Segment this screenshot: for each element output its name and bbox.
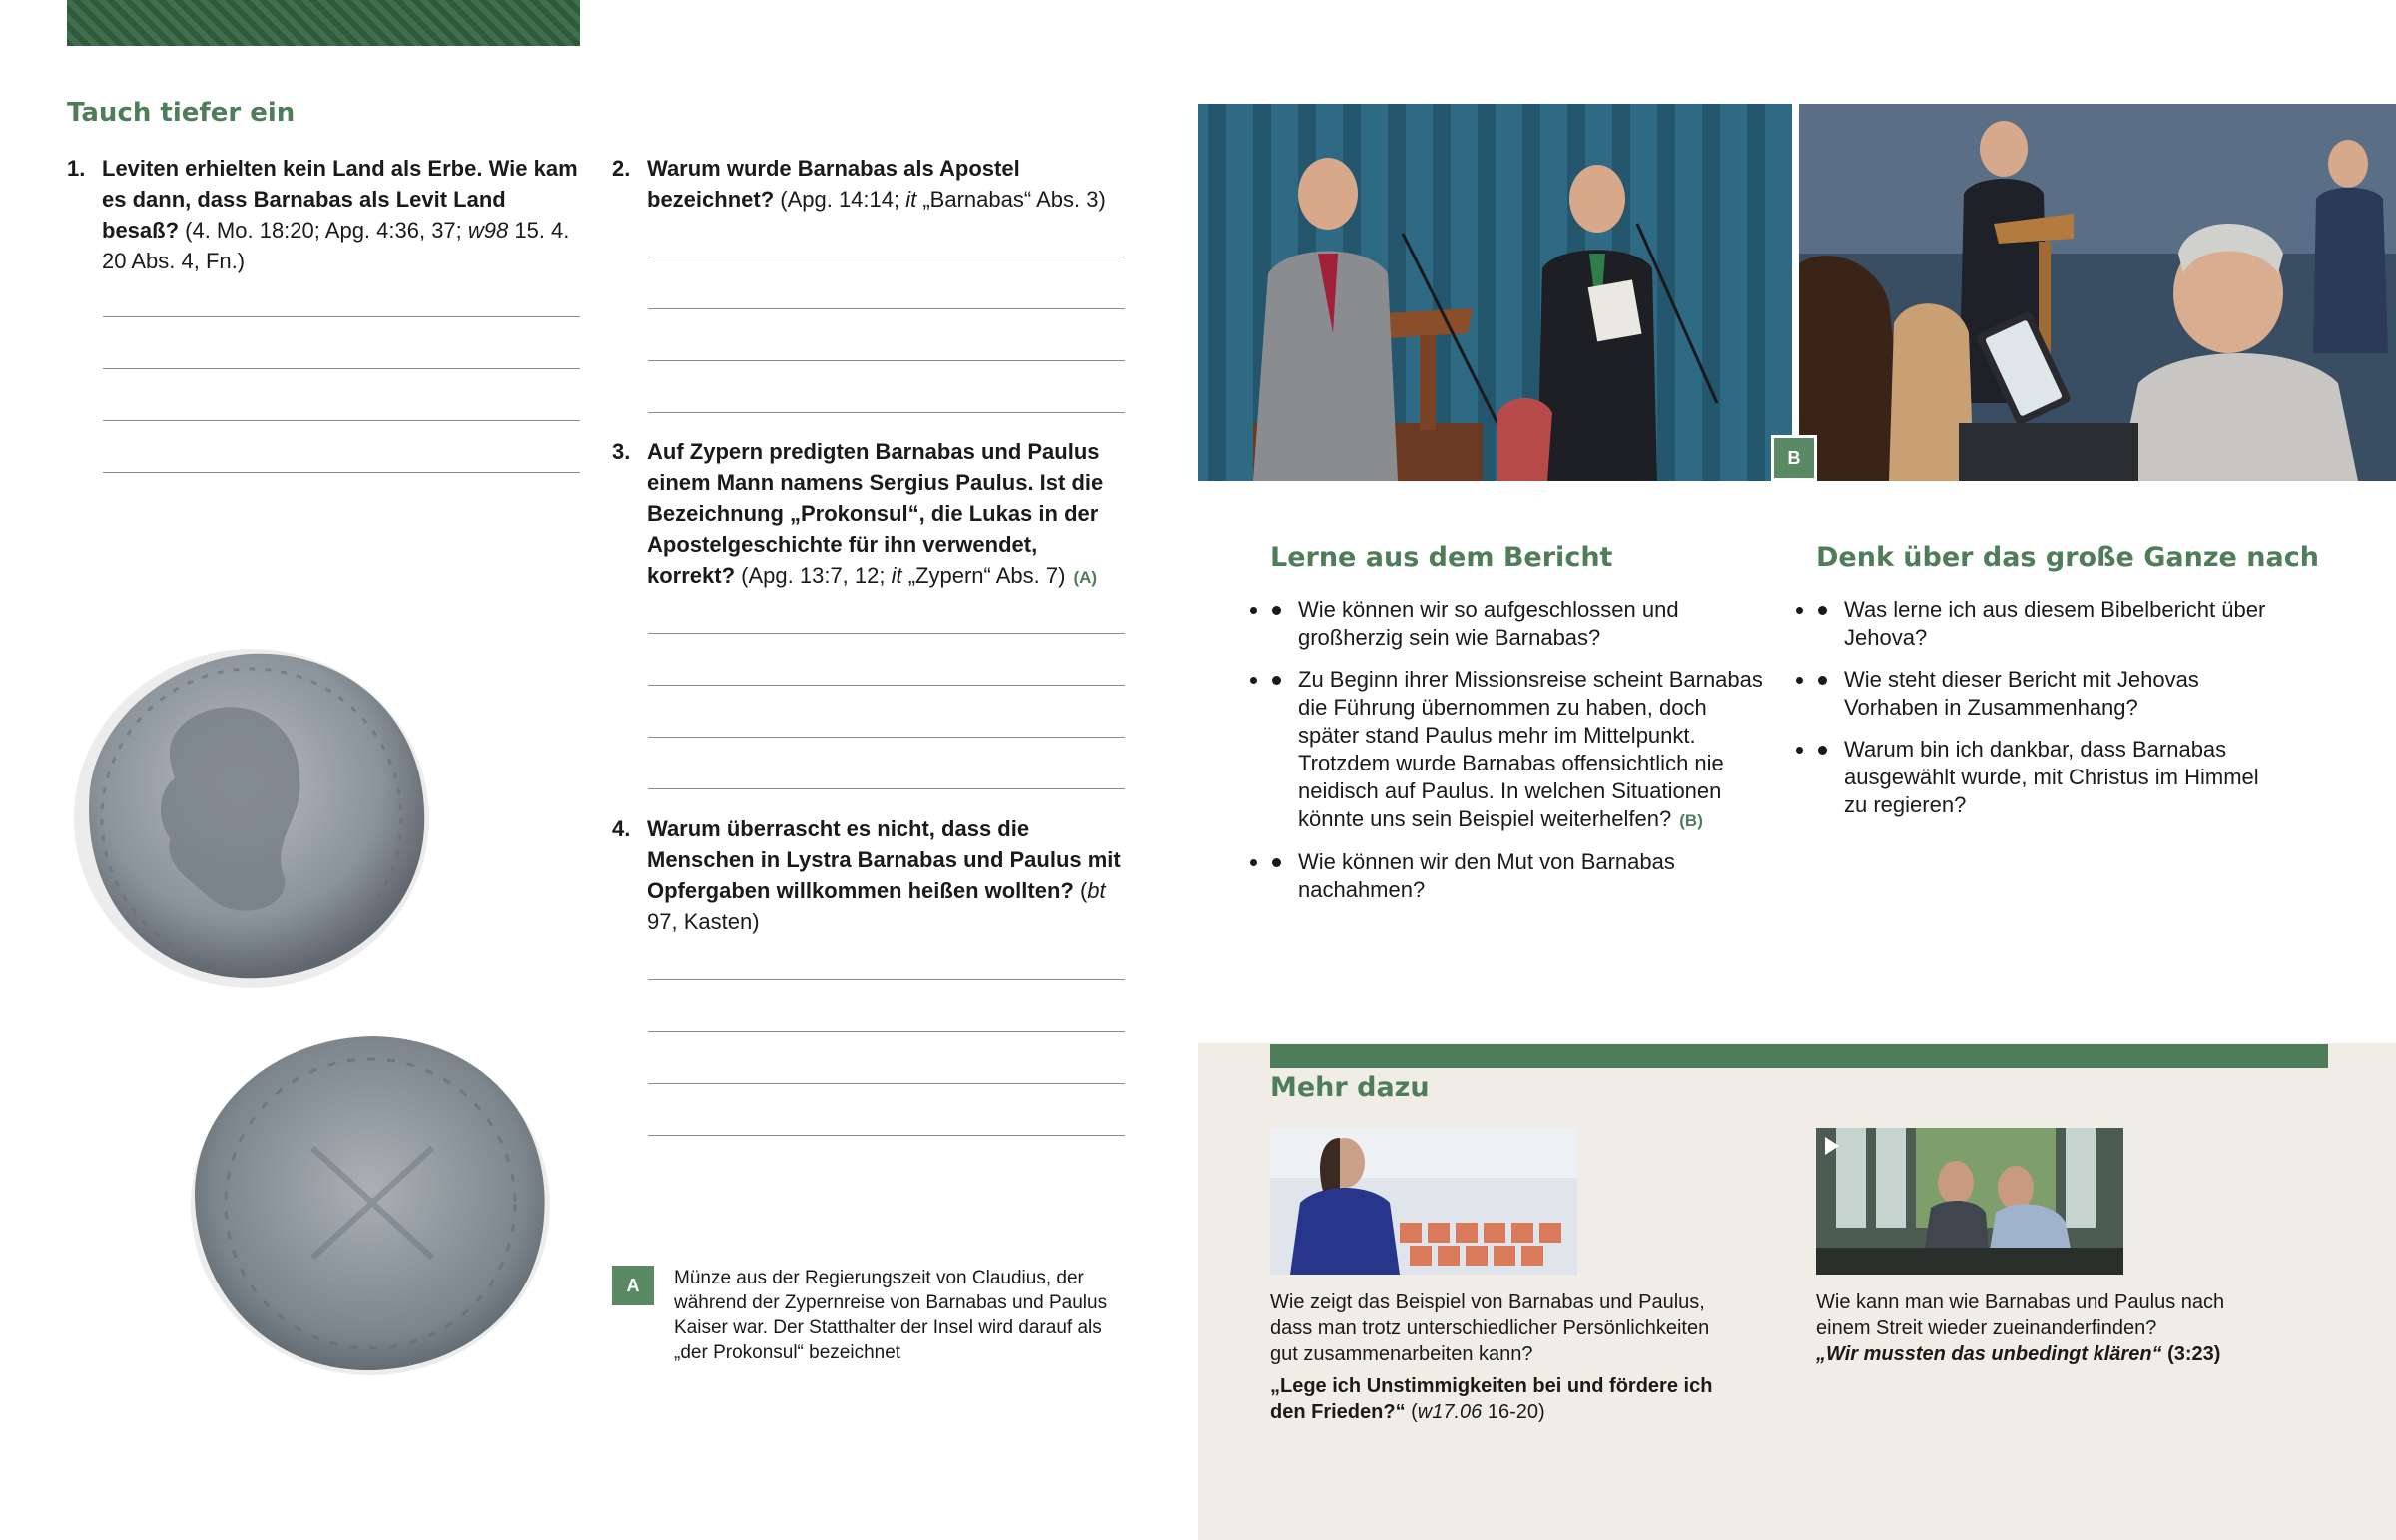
video-thumbnail[interactable]: [1816, 1128, 2123, 1275]
think-section: [1816, 542, 2335, 591]
answer-lines-1[interactable]: [103, 265, 580, 473]
photo-two-speakers-stage: [1198, 104, 1792, 481]
answer-lines-4[interactable]: [648, 928, 1125, 1136]
image-reference-tag: (B): [1679, 811, 1703, 830]
caption-tag: A: [612, 1266, 654, 1305]
play-icon[interactable]: [1825, 1137, 1839, 1155]
more-item-2-question: Wie kann man wie Barnabas und Paulus nach einem Streit wieder zueinanderfinden?: [1816, 1291, 2225, 1339]
image-reference-tag: (A): [1073, 568, 1098, 587]
photo-audience-meeting: [1799, 104, 2396, 481]
coin-reverse-image: [183, 1028, 557, 1379]
question-number: 3.: [612, 439, 631, 464]
question-text: Warum überrascht es nicht, dass die Menschen in Lystra Barnabas und Paulus mit Opfergaben willkommen heißen wollten?: [647, 816, 1121, 903]
think-item-1: • Was lerne ich aus diesem Bibelbericht über Jehova?: [1816, 596, 2275, 652]
learn-item-2: • Zu Beginn ihrer Missionsreise scheint Barnabas die Führung übernommen zu haben, doch später stand Paulus mehr im Mittelpunkt. Trotzdem wurde Barnabas offensichtlich nie neidisch auf Paulus. In welchen Situationen könnte uns sein Beispiel weiterhelfen? (B): [1270, 666, 1769, 835]
decorative-header-band: [67, 0, 580, 46]
photo-tag-b: B: [1771, 435, 1817, 481]
more-info-bar: [1270, 1044, 2328, 1068]
caption-text: Münze aus der Regierungszeit von Claudius, der während der Zypernreise von Barnabas und Paulus Kaiser war. Der Statthalter der Insel wird darauf als „der Prokonsul“ bezeichnet: [674, 1268, 1108, 1363]
think-item-2: • Wie steht dieser Bericht mit Jehovas Vorhaben in Zusammenhang?: [1816, 666, 2275, 722]
question-text: Auf Zypern predigten Barnabas und Paulus einem Mann namens Sergius Paulus. Ist die Bezeichnung „Prokonsul“, die Lukas in der Apostelgeschichte für ihn verwendet, korrekt?: [647, 439, 1104, 588]
more-item-1-question: Wie zeigt das Beispiel von Barnabas und Paulus, dass man trotz unterschiedlicher Persönlichkeiten gut zusammenarbeiten kann?: [1270, 1291, 1710, 1365]
learn-item-1: • Wie können wir so aufgeschlossen und großherzig sein wie Barnabas?: [1270, 596, 1769, 652]
section-title-deep-dive: Tauch tiefer ein: [67, 98, 296, 128]
think-title: Denk über das große Ganze nach: [1816, 542, 2319, 573]
article-link[interactable]: „Lege ich Unstimmigkeiten bei und fördere ich den Frieden?“ (w17.06 16-20): [1270, 1375, 1713, 1423]
question-3: 3. Auf Zypern predigten Barnabas und Paulus einem Mann namens Sergius Paulus. Ist die Bezeichnung „Prokonsul“, die Lukas in der Apostelgeschichte für ihn verwendet, korrekt? (Apg. 13:7, 12; it „Zypern“ Abs. 7) (A): [612, 436, 1131, 593]
question-text: Warum wurde Barnabas als Apostel bezeichnet?: [647, 156, 1020, 212]
video-link[interactable]: „Wir mussten das unbedingt klären“ (3:23): [1816, 1343, 2221, 1365]
learn-item-3: • Wie können wir den Mut von Barnabas nachahmen?: [1270, 848, 1769, 904]
question-4: 4. Warum überrascht es nicht, dass die Menschen in Lystra Barnabas und Paulus mit Opfergaben willkommen heißen wollten? (bt 97, Kasten): [612, 813, 1131, 937]
learn-title: Lerne aus dem Bericht: [1270, 542, 1613, 573]
more-item-2: [1816, 1289, 2275, 1367]
more-item-1: [1270, 1289, 1729, 1425]
question-1: 1. Leviten erhielten kein Land als Erbe. Wie kam es dann, dass Barnabas als Levit Land besaß? (4. Mo. 18:20; Apg. 4:36, 37; w98 15. 4. 20 Abs. 4, Fn.): [67, 153, 586, 276]
answer-lines-3[interactable]: [648, 582, 1125, 789]
learn-section: [1270, 542, 1789, 591]
question-number: 4.: [612, 816, 631, 841]
question-number: 1.: [67, 156, 86, 181]
coin-obverse-image: [70, 639, 439, 993]
think-item-3: • Warum bin ich dankbar, dass Barnabas ausgewählt wurde, mit Christus im Himmel zu regieren?: [1816, 736, 2275, 819]
question-2: 2. Warum wurde Barnabas als Apostel bezeichnet? (Apg. 14:14; it „Barnabas“ Abs. 3): [612, 153, 1131, 215]
answer-lines-2[interactable]: [648, 206, 1125, 413]
article-thumbnail[interactable]: [1270, 1128, 1577, 1275]
question-number: 2.: [612, 156, 631, 181]
caption-a: [612, 1266, 1111, 1365]
question-text: Leviten erhielten kein Land als Erbe. Wie kam es dann, dass Barnabas als Levit Land besaß?: [102, 156, 578, 243]
more-info-title: Mehr dazu: [1270, 1072, 1430, 1103]
